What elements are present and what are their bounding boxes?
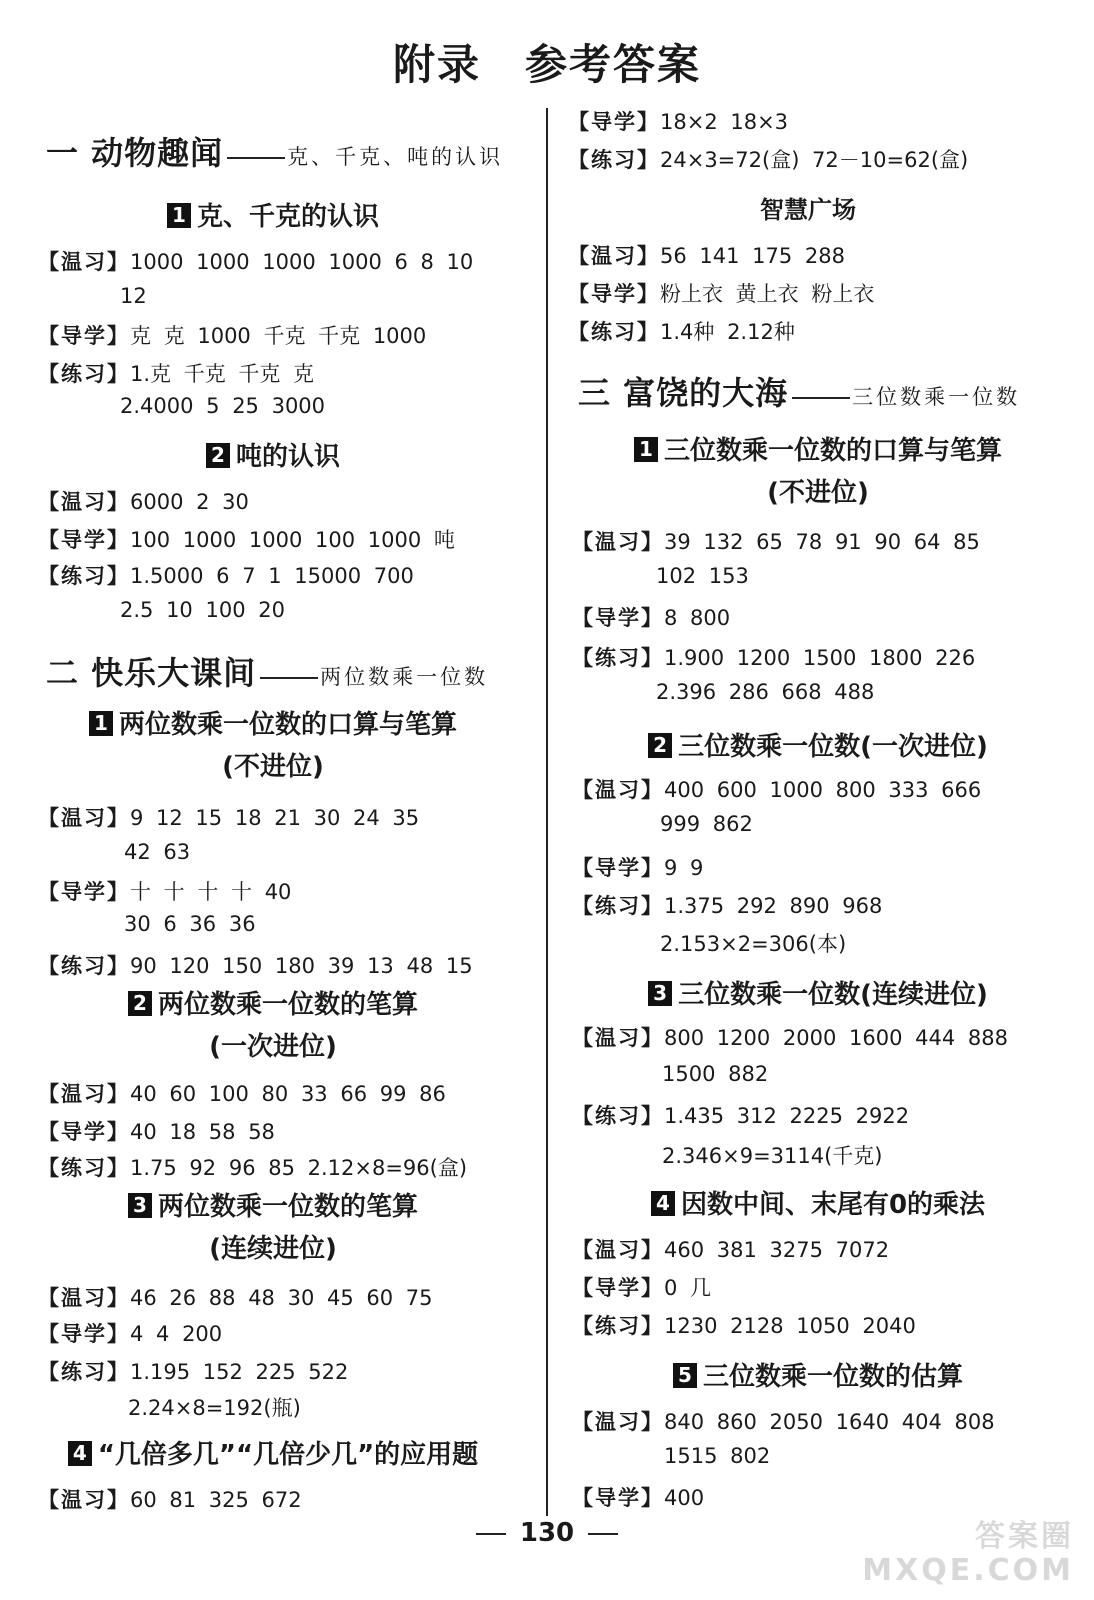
unit-1-subtitle: 克、千克、吨的认识 — [287, 145, 504, 169]
answer-line — [572, 1022, 1008, 1052]
answer-tag: 【导学】 — [572, 1486, 664, 1510]
lesson-number-badge: 3 — [128, 1193, 152, 1218]
answer-text: 0 几 — [664, 1276, 712, 1300]
answer-text: 56 141 175 288 — [660, 244, 845, 268]
answer-line — [568, 316, 795, 346]
answer-line — [568, 144, 968, 174]
lesson-title: 吨的认识 — [235, 442, 340, 472]
lesson-title: 三位数乘一位数(一次进位) — [678, 732, 988, 762]
answer-text: 十 十 十 十 40 — [130, 880, 292, 904]
unit-2-subtitle: 两位数乘一位数 — [320, 665, 489, 689]
lesson-title-line2: (不进位) — [222, 752, 324, 782]
lesson-number-badge: 4 — [68, 1441, 92, 1466]
answer-continuation: 30 6 36 36 — [124, 912, 256, 936]
answer-tag: 【导学】 — [38, 528, 130, 552]
answer-line — [38, 876, 291, 906]
lesson-heading — [0, 436, 546, 473]
answer-line — [572, 526, 980, 556]
answer-tag: 【练习】 — [38, 1360, 130, 1384]
answer-text: 840 860 2050 1640 404 808 — [664, 1410, 995, 1434]
answer-line — [572, 1482, 704, 1512]
answer-line — [38, 524, 455, 554]
answer-tag: 【导学】 — [568, 110, 660, 134]
answer-tag: 【练习】 — [38, 954, 130, 978]
answer-line — [572, 1272, 711, 1302]
lesson-heading — [0, 196, 546, 233]
answer-line — [38, 1282, 433, 1312]
answer-continuation: 12 — [120, 284, 147, 308]
answer-text: 39 132 65 78 91 90 64 85 — [664, 530, 980, 554]
watermark-line1: 答案圈 — [975, 1519, 1074, 1554]
answer-tag: 【温习】 — [572, 530, 664, 554]
answer-text: 60 81 325 672 — [130, 1488, 302, 1512]
lesson-title: 两位数乘一位数的口算与笔算 — [118, 710, 457, 740]
lesson-number-badge: 2 — [206, 443, 230, 468]
lesson-heading — [0, 1434, 546, 1471]
answer-continuation: 1500 882 — [662, 1062, 769, 1086]
answer-line — [572, 1406, 995, 1436]
answer-tag: 【导学】 — [572, 856, 664, 880]
answer-tag: 【温习】 — [572, 1238, 664, 1262]
answer-line — [572, 1100, 909, 1130]
lesson-number-badge: 5 — [673, 1363, 697, 1388]
page-number-value: 130 — [519, 1518, 575, 1548]
answer-text: 9 9 — [664, 856, 704, 880]
answer-continuation: 2.4000 5 25 3000 — [120, 394, 326, 418]
watermark — [862, 1520, 1074, 1588]
lesson-title-line2: (一次进位) — [209, 1032, 337, 1062]
answer-tag: 【导学】 — [568, 282, 660, 306]
answer-tag: 【练习】 — [38, 1156, 130, 1180]
answer-tag: 【导学】 — [38, 1120, 130, 1144]
answer-line — [572, 602, 730, 632]
lesson-heading — [548, 974, 1088, 1011]
answer-text: 1230 2128 1050 2040 — [664, 1314, 916, 1338]
answer-line — [572, 1234, 889, 1264]
answer-text: 46 26 88 48 30 45 60 75 — [130, 1286, 433, 1310]
answer-text: 1.435 312 2225 2922 — [664, 1104, 910, 1128]
answer-line — [38, 1078, 446, 1108]
lesson-heading — [548, 1184, 1088, 1221]
answer-tag: 【练习】 — [568, 320, 660, 344]
answer-line — [38, 486, 249, 516]
answer-text: 1.4种 2.12种 — [660, 320, 795, 344]
lesson-heading — [0, 1186, 546, 1223]
lesson-title: 两位数乘一位数的笔算 — [157, 1192, 418, 1222]
answer-line — [572, 852, 703, 882]
answer-tag: 【练习】 — [572, 1104, 664, 1128]
lesson-number-badge: 4 — [651, 1191, 675, 1216]
answer-continuation: 1515 802 — [664, 1444, 771, 1468]
answer-line — [568, 278, 874, 308]
answer-tag: 【导学】 — [572, 606, 664, 630]
answer-tag: 【练习】 — [572, 646, 664, 670]
unit-3-title: 三 富饶的大海 — [578, 374, 789, 412]
answer-tag: 【温习】 — [38, 1488, 130, 1512]
answer-line — [568, 240, 845, 270]
unit-dash — [260, 677, 318, 679]
page-number-dash — [588, 1533, 618, 1535]
lesson-number-badge: 2 — [128, 991, 152, 1016]
lesson-title: 两位数乘一位数的笔算 — [157, 990, 418, 1020]
page-number-dash — [476, 1533, 506, 1535]
lesson-number-badge: 1 — [89, 711, 113, 736]
wisdom-square-heading: 智慧广场 — [760, 196, 856, 224]
answer-text: 460 381 3275 7072 — [664, 1238, 890, 1262]
lesson-heading — [548, 1356, 1088, 1393]
answer-line — [38, 1318, 222, 1348]
lesson-number-badge: 1 — [167, 203, 191, 228]
answer-line — [38, 950, 473, 980]
unit-dash — [227, 157, 285, 159]
answer-line — [38, 560, 414, 590]
column-divider — [546, 108, 548, 1516]
answer-continuation: 102 153 — [656, 564, 749, 588]
answer-continuation: 2.24×8=192(瓶) — [128, 1396, 301, 1420]
answer-tag: 【练习】 — [568, 148, 660, 172]
answer-tag: 【导学】 — [38, 880, 130, 904]
answer-text: 1.5000 6 7 1 15000 700 — [130, 564, 414, 588]
lesson-heading — [548, 726, 1088, 763]
lesson-title: 克、千克的认识 — [196, 202, 379, 232]
answer-continuation: 2.346×9=3114(千克) — [662, 1144, 883, 1168]
answer-line — [38, 1484, 302, 1514]
answer-line — [38, 358, 314, 388]
answer-tag: 【练习】 — [38, 362, 130, 386]
answer-text: 90 120 150 180 39 13 48 15 — [130, 954, 473, 978]
answer-tag: 【温习】 — [38, 1286, 130, 1310]
answer-tag: 【练习】 — [572, 894, 664, 918]
answer-tag: 【练习】 — [572, 1314, 664, 1338]
unit-2-heading — [46, 648, 488, 694]
unit-1-heading — [46, 128, 503, 174]
answer-text: 800 1200 2000 1600 444 888 — [664, 1026, 1008, 1050]
lesson-title: 三位数乘一位数的估算 — [702, 1362, 963, 1392]
answer-text: 100 1000 1000 100 1000 吨 — [130, 528, 455, 552]
lesson-title-line2: (不进位) — [767, 478, 869, 508]
answer-line — [38, 1356, 348, 1386]
answer-tag: 【温习】 — [38, 250, 130, 274]
lesson-heading — [548, 430, 1088, 467]
answer-text: 40 60 100 80 33 66 99 86 — [130, 1082, 446, 1106]
unit-2-title: 二 快乐大课间 — [46, 654, 257, 692]
answer-line — [572, 774, 981, 804]
answer-line — [572, 890, 882, 920]
answer-text: 1.375 292 890 968 — [664, 894, 883, 918]
answer-text: 24×3=72(盒) 72－10=62(盒) — [660, 148, 969, 172]
lesson-heading — [0, 984, 546, 1021]
answer-tag: 【温习】 — [572, 1410, 664, 1434]
answer-tag: 【温习】 — [38, 806, 130, 830]
answer-text: 克 克 1000 千克 千克 1000 — [130, 324, 427, 348]
unit-dash — [792, 397, 850, 399]
answer-text: 18×2 18×3 — [660, 110, 789, 134]
unit-1-title: 一 动物趣闻 — [46, 134, 224, 172]
unit-3-subtitle: 三位数乘一位数 — [852, 385, 1021, 409]
answer-tag: 【导学】 — [572, 1276, 664, 1300]
answer-line — [38, 1116, 275, 1146]
answer-tag: 【温习】 — [38, 1082, 130, 1106]
unit-3-heading — [578, 368, 1020, 414]
answer-line — [38, 1152, 467, 1182]
answer-tag: 【练习】 — [38, 564, 130, 588]
answer-text: 400 600 1000 800 333 666 — [664, 778, 982, 802]
answer-tag: 【温习】 — [572, 778, 664, 802]
answer-line — [38, 320, 426, 350]
watermark-line2: MXQE.COM — [862, 1553, 1074, 1588]
answer-text: 1.900 1200 1500 1800 226 — [664, 646, 976, 670]
lesson-heading — [0, 704, 546, 741]
answer-line — [38, 246, 473, 276]
answer-text: 9 12 15 18 21 30 24 35 — [130, 806, 420, 830]
answer-line — [568, 106, 788, 136]
answer-line — [38, 802, 419, 832]
lesson-title: 三位数乘一位数的口算与笔算 — [663, 436, 1002, 466]
answer-text: 粉上衣 黄上衣 粉上衣 — [660, 282, 875, 306]
lesson-title: “几倍多几”“几倍少几”的应用题 — [97, 1440, 479, 1470]
answer-continuation: 2.396 286 668 488 — [656, 680, 875, 704]
answer-text: 8 800 — [664, 606, 731, 630]
answer-text: 40 18 58 58 — [130, 1120, 275, 1144]
answer-continuation: 2.5 10 100 20 — [120, 598, 285, 622]
answer-continuation: 2.153×2=306(本) — [660, 932, 847, 956]
answer-tag: 【温习】 — [568, 244, 660, 268]
lesson-number-badge: 1 — [634, 437, 658, 462]
lesson-title: 三位数乘一位数(连续进位) — [678, 980, 988, 1010]
answer-tag: 【温习】 — [572, 1026, 664, 1050]
answer-continuation: 999 862 — [660, 812, 753, 836]
page-title — [0, 32, 1094, 92]
answer-text: 400 — [664, 1486, 705, 1510]
answer-line — [572, 642, 975, 672]
page-title-left: 附录 — [392, 40, 481, 89]
answer-continuation: 42 63 — [124, 840, 191, 864]
lesson-number-badge: 3 — [648, 981, 672, 1006]
answer-line — [572, 1310, 916, 1340]
answer-tag: 【导学】 — [38, 1322, 130, 1346]
answer-text: 1.195 152 225 522 — [130, 1360, 349, 1384]
lesson-title-line2: (连续进位) — [209, 1234, 337, 1264]
answer-text: 1.75 92 96 85 2.12×8=96(盒) — [130, 1156, 468, 1180]
answer-text: 1.克 千克 千克 克 — [130, 362, 315, 386]
answer-text: 6000 2 30 — [130, 490, 249, 514]
answer-tag: 【温习】 — [38, 490, 130, 514]
page-title-right: 参考答案 — [525, 40, 702, 89]
lesson-number-badge: 2 — [648, 733, 672, 758]
answer-text: 4 4 200 — [130, 1322, 223, 1346]
answer-tag: 【导学】 — [38, 324, 130, 348]
lesson-title: 因数中间、末尾有0的乘法 — [680, 1190, 986, 1220]
answer-text: 1000 1000 1000 1000 6 8 10 — [130, 250, 474, 274]
